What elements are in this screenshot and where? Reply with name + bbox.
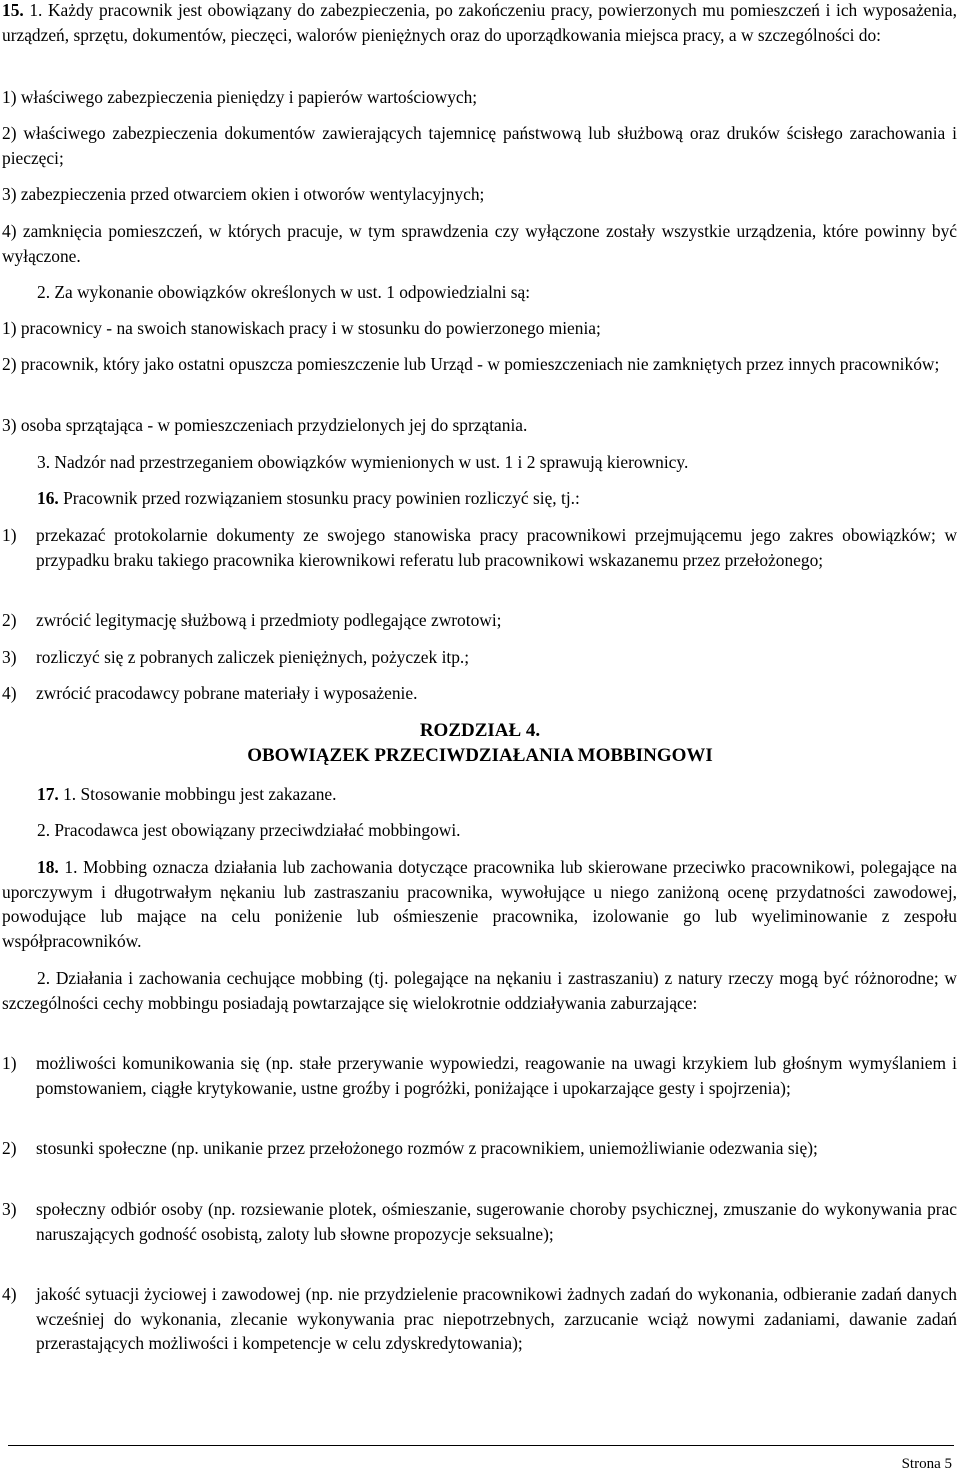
section-18-p1-text: 1. Mobbing oznacza działania lub zachowania dotyczące pracownika lub skierowane przeciwko pracownikowi, polegające na uporczywym i długotrwałym nękaniu lub zastraszaniu pracownika, wywołujące u niego zaniżoną ocenę przydatności zawodowej, powodujące lub mające na celu poniżenie lub ośmieszenie pracownika, izolowanie go lub wyeliminowanie z zespołu współpracowników. <box>2 857 957 951</box>
section-17-p1-text: 1. Stosowanie mobbingu jest zakazane. <box>63 784 337 804</box>
section-18-paragraph-2: 2. Działania i zachowania cechujące mobbing (tj. polegające na nękaniu i zastraszaniu) z natury rzeczy mogą być różnorodne; w szczególności cechy mobbingu posiadają powtarzające się wielokrotnie oddziaływania zaburzające: <box>2 968 957 1013</box>
chapter-subtitle: OBOWIĄZEK PRZECIWDZIAŁANIA MOBBINGOWI <box>247 745 713 766</box>
section-18-item-1 <box>2 1051 957 1100</box>
list-text: stosunki społeczne (np. unikanie przez przełożonego rozmów z pracownikiem, uniemożliwianie odezwania się); <box>36 1138 818 1158</box>
section-15-item-4: 4) zamknięcia pomieszczeń, w których pracuje, w tym sprawdzenia czy wyłączone zostały wszystkie urządzenia, które powinny być wyłączone. <box>2 221 957 266</box>
list-text: przekazać protokolarnie dokumenty ze swojego stanowiska pracy pracownikowi przejmującemu jego zakres obowiązków; w przypadku braku takiego pracownika kierownikowi referatu lub pracownikowi wskazanemu przez przełożonego; <box>36 525 957 570</box>
list-number: 2) <box>2 610 17 630</box>
list-text: społeczny odbiór osoby (np. rozsiewanie plotek, ośmieszanie, sugerowanie choroby psychicznej, zmuszanie do wykonywania prac naruszających godność osobistą, zaloty lub słowne propozycje seksualne); <box>36 1199 957 1244</box>
section-15-p2-item-1: 1) pracownicy - na swoich stanowiskach pracy i w stosunku do powierzonego mienia; <box>2 318 601 338</box>
list-text: możliwości komunikowania się (np. stałe przerywanie wypowiedzi, reagowanie na uwagi krzykiem lub głośnym wymyślaniem i pomstowaniem, ciągłe krytykowanie, ustne groźby i pogróżki, poniżające i upokarzające gesty i spojrzenia); <box>36 1053 957 1098</box>
list-text: zwrócić pracodawcy pobrane materiały i wyposażenie. <box>36 683 418 703</box>
list-text: rozliczyć się z pobranych zaliczek pieniężnych, pożyczek itp.; <box>36 647 470 667</box>
section-18-number: 18. <box>37 857 59 877</box>
section-16-intro <box>37 486 957 511</box>
section-15-paragraph-1 <box>2 0 957 47</box>
list-text: zwrócić legitymację służbową i przedmioty podlegające zwrotowi; <box>36 610 502 630</box>
section-16-item-1 <box>2 523 957 572</box>
section-17-paragraph-1 <box>37 782 957 807</box>
section-15-item-1: 1) właściwego zabezpieczenia pieniędzy i papierów wartościowych; <box>2 87 478 107</box>
section-15-paragraph-2: 2. Za wykonanie obowiązków określonych w ust. 1 odpowiedzialni są: <box>37 282 531 302</box>
section-16-item-3 <box>2 645 957 670</box>
section-16-item-4 <box>2 681 957 706</box>
section-15-p2-item-2: 2) pracownik, który jako ostatni opuszcza pomieszczenie lub Urząd - w pomieszczeniach nie zamkniętych przez innych pracowników; <box>2 354 940 374</box>
section-15-item-3: 3) zabezpieczenia przed otwarciem okien i otworów wentylacyjnych; <box>2 184 485 204</box>
section-15-number: 15. <box>2 0 24 20</box>
section-17-number: 17. <box>37 784 59 804</box>
footer-divider <box>8 1445 954 1446</box>
section-18-item-3 <box>2 1197 957 1246</box>
list-number: 3) <box>2 647 17 667</box>
page-number: Strona 5 <box>901 1456 952 1472</box>
section-18-item-2 <box>2 1136 957 1161</box>
section-16-text: Pracownik przed rozwiązaniem stosunku pracy powinien rozliczyć się, tj.: <box>63 488 580 508</box>
chapter-title: ROZDZIAŁ 4. <box>419 720 541 741</box>
list-number: 1) <box>2 525 17 545</box>
section-15-p2-item-3: 3) osoba sprzątająca - w pomieszczeniach przydzielonych jej do sprzątania. <box>2 415 528 435</box>
list-number: 4) <box>2 683 17 703</box>
section-15-p1-text: Każdy pracownik jest obowiązany do zabezpieczenia, po zakończeniu pracy, powierzonych mu pomieszczeń i ich wyposażenia, urządzeń, sprzętu, dokumentów, pieczęci, walorów pieniężnych oraz do uporządkowania miejsca pracy, a w szczególności do: <box>2 0 957 45</box>
section-17-paragraph-2: 2. Pracodawca jest obowiązany przeciwdziałać mobbingowi. <box>37 820 461 840</box>
section-18-paragraph-1 <box>2 855 957 953</box>
section-15-p1-number: 1. <box>29 0 43 20</box>
section-15-paragraph-3: 3. Nadzór nad przestrzeganiem obowiązków wymienionych w ust. 1 i 2 sprawują kierownicy. <box>37 452 689 472</box>
list-text: jakość sytuacji życiowej i zawodowej (np. nie przydzielenie pracownikowi żadnych zadań do wykonania, odbieranie zadań danych wcześniej do wykonania, zlecanie wykonywania prac niepotrzebnych, zarzucanie wciąż nowymi zadaniami, dawanie zadań przerastających możliwości i kompetencje w celu zdyskredytowania); <box>36 1284 957 1353</box>
list-number: 3) <box>2 1199 17 1219</box>
list-number: 4) <box>2 1284 17 1304</box>
list-number: 1) <box>2 1053 17 1073</box>
list-number: 2) <box>2 1138 17 1158</box>
section-15-item-2: 2) właściwego zabezpieczenia dokumentów zawierających tajemnicę państwową lub służbową oraz druków ścisłego zarachowania i pieczęci; <box>2 123 957 168</box>
section-16-number: 16. <box>37 488 59 508</box>
section-18-item-4 <box>2 1282 957 1356</box>
section-16-item-2 <box>2 608 957 633</box>
